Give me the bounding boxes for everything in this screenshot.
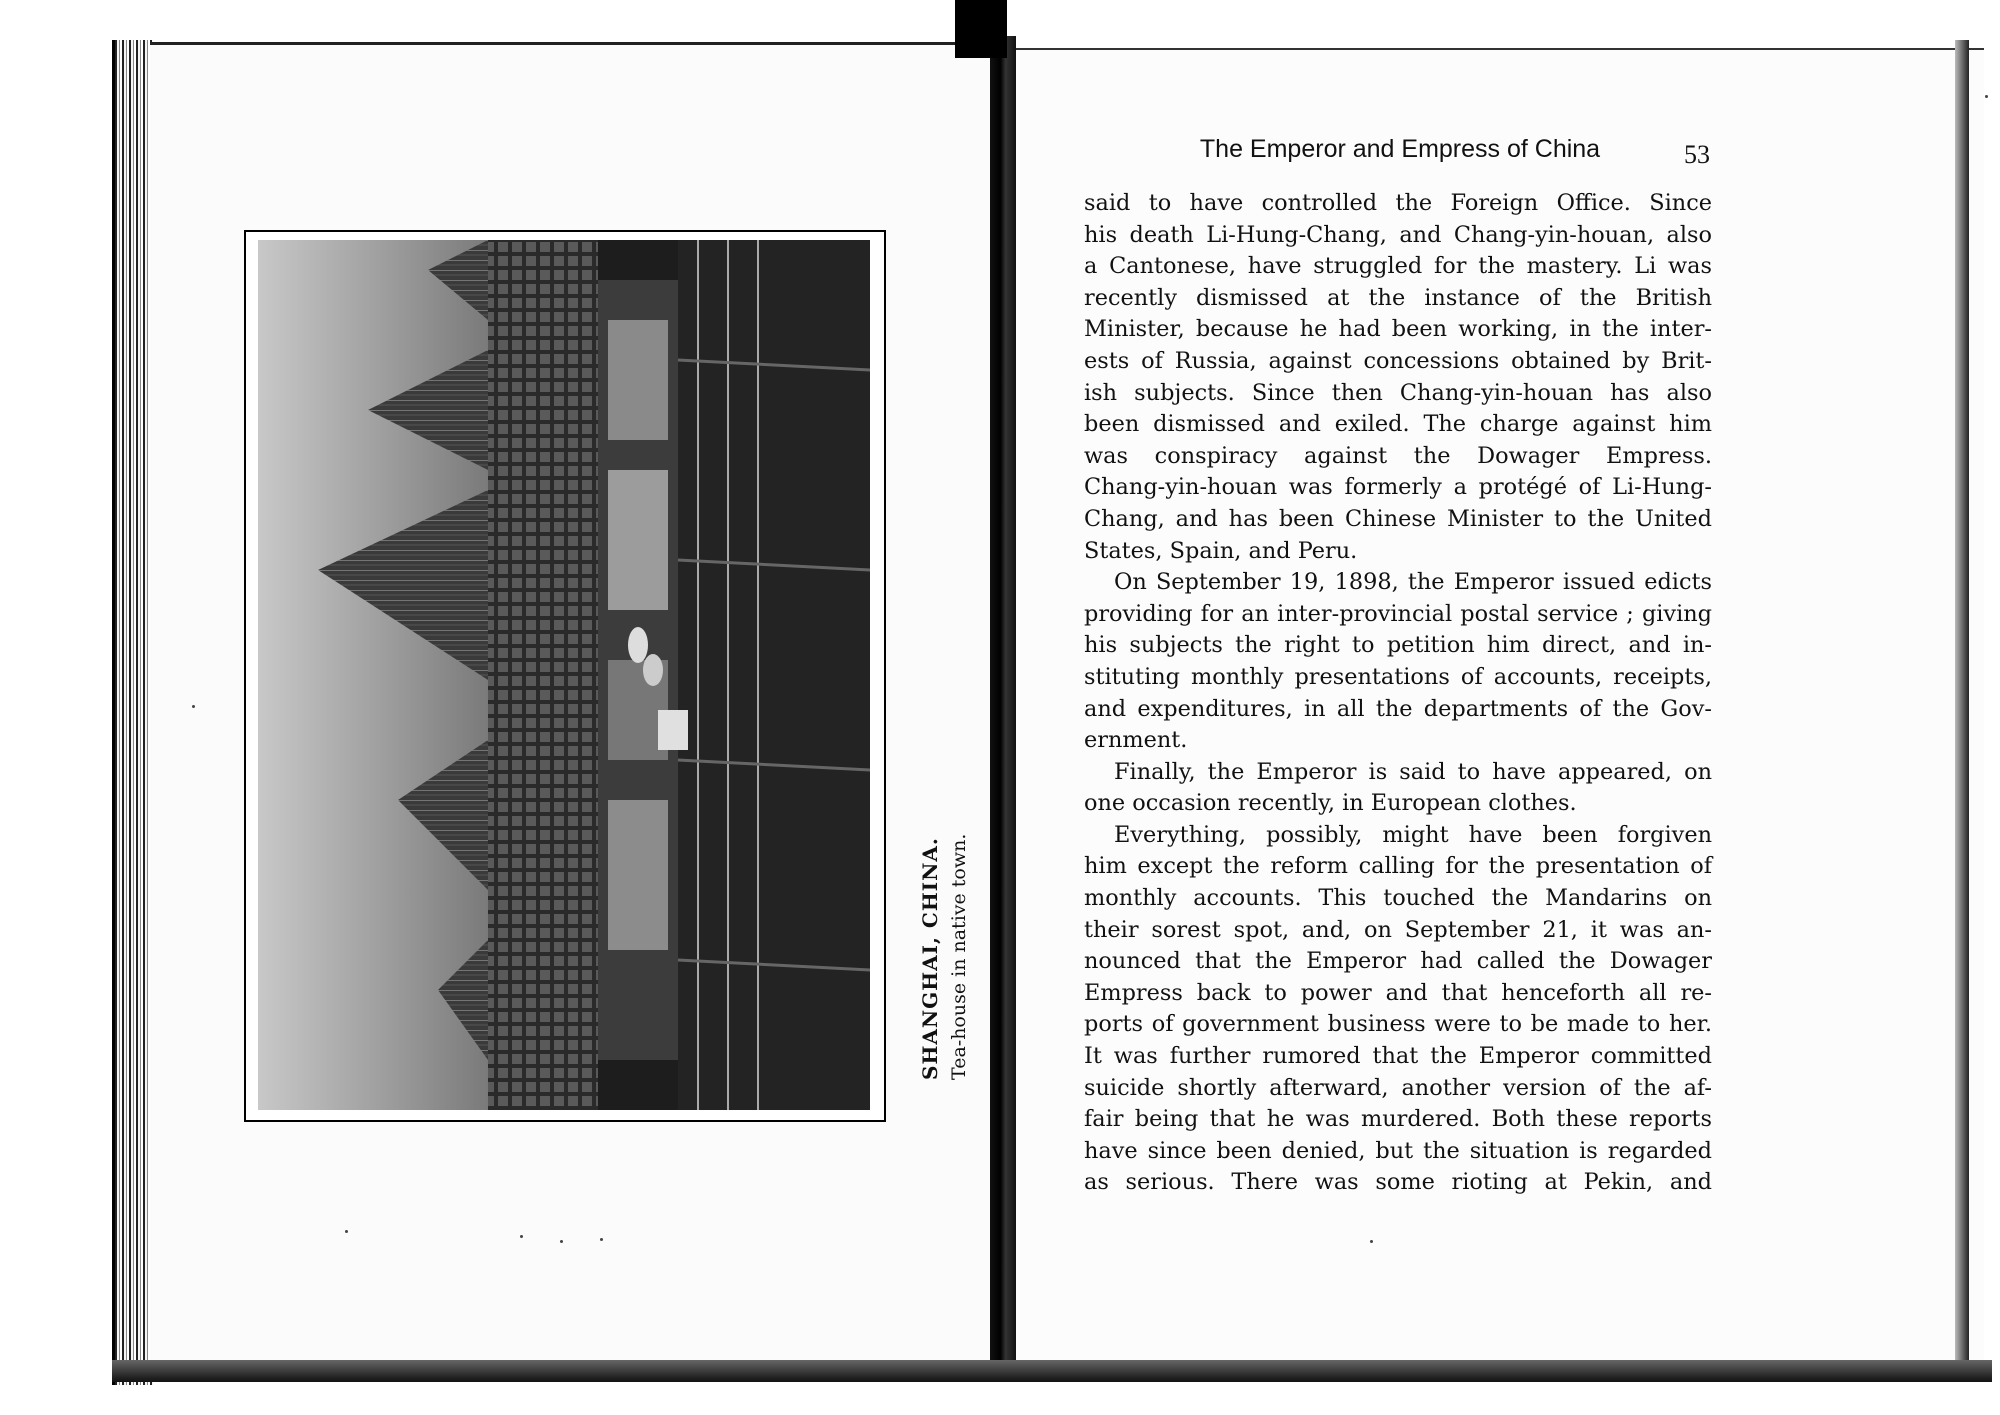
text-line: was conspiracy against the Dowager Empress. <box>1084 442 1712 469</box>
text-line: Everything, possibly, might have been forgiven <box>1114 821 1712 848</box>
page-number: 53 <box>1684 140 1710 169</box>
text-line: stituting monthly presentations of accounts, receipts, <box>1084 663 1712 690</box>
text-line: recently dismissed at the instance of the British <box>1084 284 1712 311</box>
text-line: said to have controlled the Foreign Office. Since <box>1084 190 1712 216</box>
caption-title: SHANGHAI, CHINA. <box>918 837 942 1080</box>
book-gutter <box>990 36 1016 1381</box>
text-line: have since been denied, but the situation is regarded <box>1084 1137 1712 1164</box>
caption-subtitle: Tea-house in native town. <box>948 833 970 1080</box>
text-line: a Cantonese, have struggled for the mastery. Li was <box>1084 253 1712 280</box>
bookmark-ribbon <box>955 0 1007 58</box>
text-line: On September 19, 1898, the Emperor issued edicts <box>1114 569 1712 596</box>
text-line: his subjects the right to petition him direct, and in- <box>1084 632 1712 659</box>
text-line: ests of Russia, against concessions obtained by Brit- <box>1084 347 1712 374</box>
text-line: as serious. There was some rioting at Pekin, and <box>1084 1169 1712 1196</box>
text-line: fair being that he was murdered. Both these reports <box>1084 1106 1712 1133</box>
text-line: Finally, the Emperor is said to have appeared, on <box>1114 758 1712 785</box>
book-page-edges-left <box>112 40 153 1385</box>
text-line: suicide shortly afterward, another version of the af- <box>1084 1074 1712 1101</box>
text-line: providing for an inter-provincial postal service ; giving <box>1084 600 1712 627</box>
text-line: States, Spain, and Peru. <box>1084 537 1358 564</box>
text-line: been dismissed and exiled. The charge against him <box>1084 411 1712 438</box>
text-line: It was further rumored that the Emperor committed <box>1084 1043 1712 1070</box>
text-line: Minister, because he had been working, in the inter- <box>1084 316 1712 343</box>
text-line: and expenditures, in all the departments of the Gov- <box>1084 695 1712 722</box>
text-line: ports of government business were to be made to her. <box>1084 1011 1712 1038</box>
text-line: nounced that the Emperor had called the Dowager <box>1084 948 1712 975</box>
book-page-edges-right <box>1955 40 1969 1380</box>
text-line: one occasion recently, in European clothes. <box>1084 790 1577 817</box>
text-line: their sorest spot, and, on September 21, it was an- <box>1084 916 1712 943</box>
text-line: Chang-yin-houan was formerly a protégé of Li-Hung- <box>1084 474 1712 501</box>
text-line: ernment. <box>1084 727 1188 754</box>
text-line: ish subjects. Since then Chang-yin-houan has also <box>1084 379 1712 406</box>
text-line: him except the reform calling for the presentation of <box>1084 853 1712 880</box>
body-text <box>1084 188 1712 1199</box>
text-line: monthly accounts. This touched the Mandarins on <box>1084 885 1712 912</box>
book-bottom-edge <box>112 1360 1992 1382</box>
running-head: The Emperor and Empress of China <box>1199 135 1601 163</box>
text-line: Chang, and has been Chinese Minister to the United <box>1084 505 1712 532</box>
tea-house-photograph <box>258 240 870 1110</box>
text-line: his death Li-Hung-Chang, and Chang-yin-houan, also <box>1084 221 1712 248</box>
text-line: Empress back to power and that henceforth all re- <box>1084 979 1712 1006</box>
